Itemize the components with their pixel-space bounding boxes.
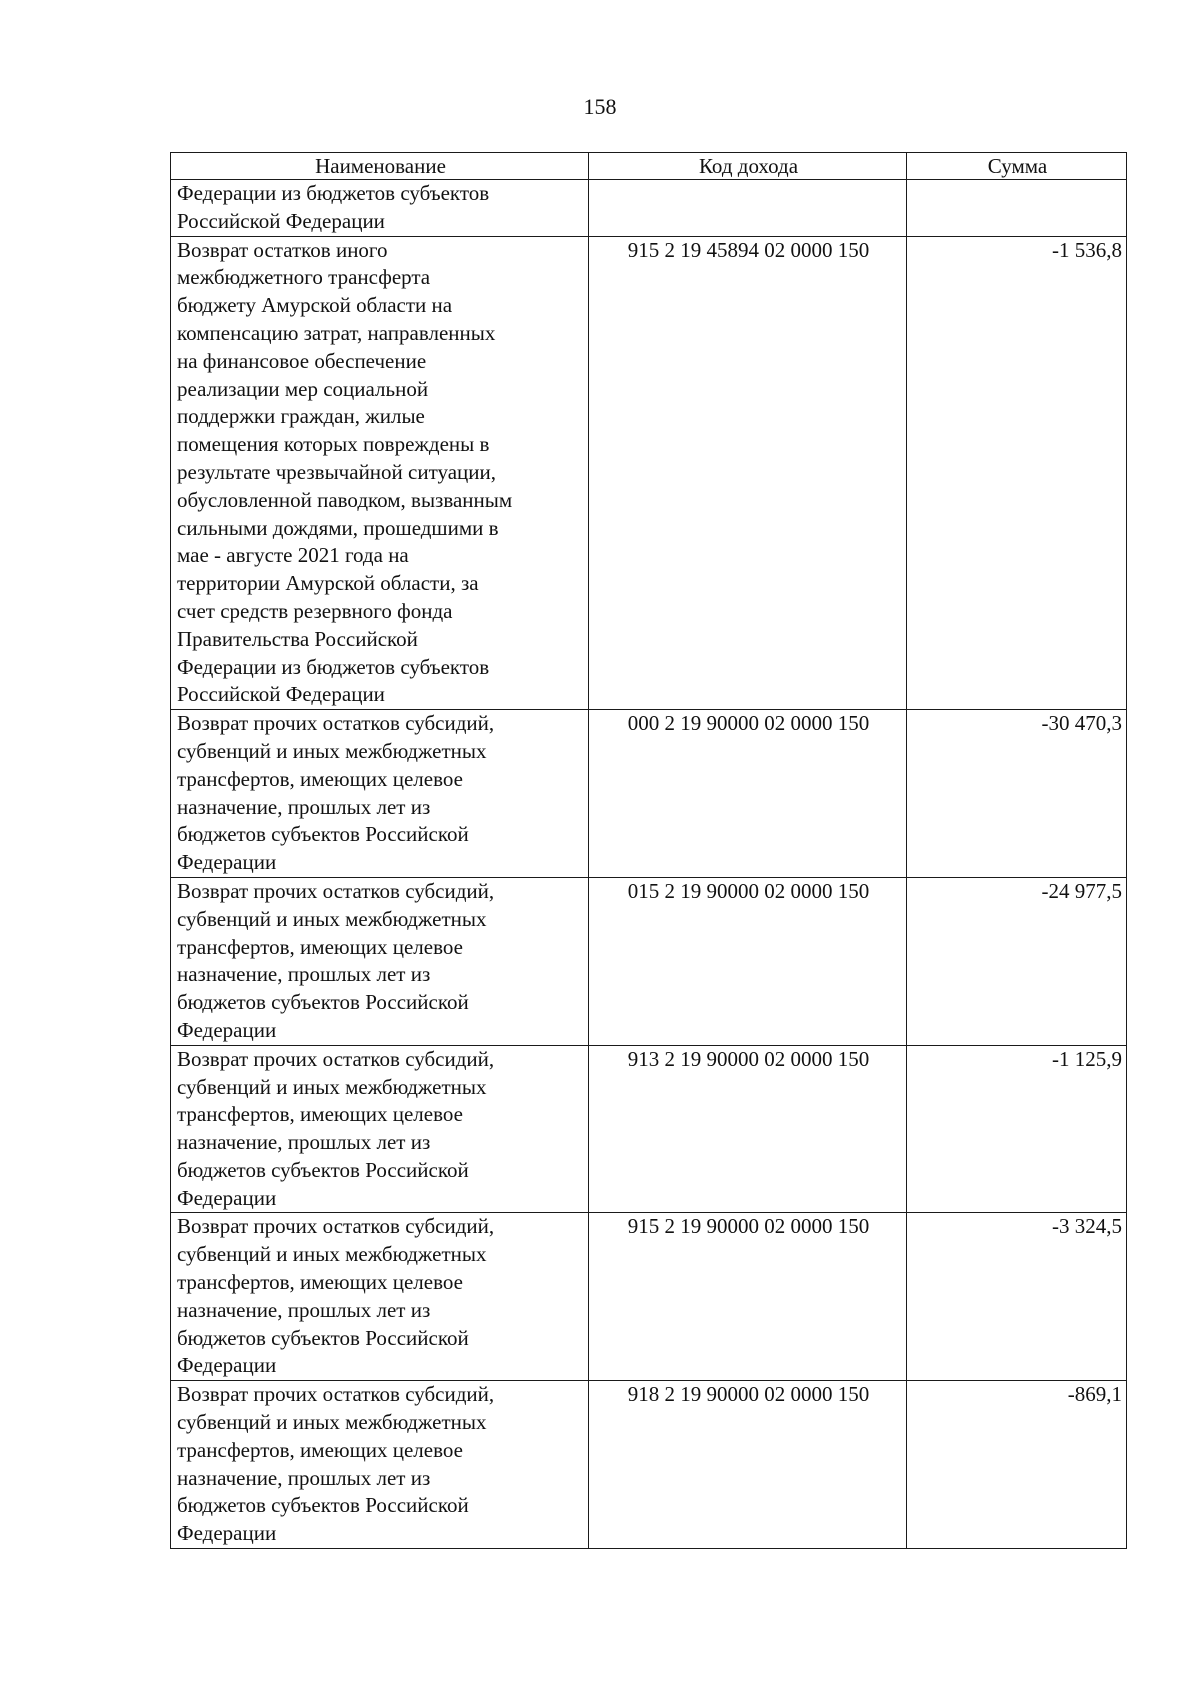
row-code [589,180,907,237]
row-code: 918 2 19 90000 02 0000 150 [589,1381,907,1549]
row-name: Возврат прочих остатков субсидий, субвенций и иных межбюджетных трансфертов, имеющих целевое назначение, прошлых лет из бюджетов субъектов Российской Федерации [171,1045,589,1213]
row-name: Возврат остатков иного межбюджетного трансферта бюджету Амурской области на компенсацию затрат, направленных на финансовое обеспечение реализации мер социальной поддержки граждан, жилые помещения которых повреждены в результате чрезвычайной ситуации, обусловленной паводком, вызванным сильными дождями, прошедшими в мае - августе 2021 года на территории Амурской области, за счет средств резервного фонда Правительства Российской Федерации из бюджетов субъектов Российской Федерации [171,236,589,710]
row-sum: -1 125,9 [907,1045,1127,1213]
row-code: 915 2 19 45894 02 0000 150 [589,236,907,710]
row-name: Возврат прочих остатков субсидий, субвенций и иных межбюджетных трансфертов, имеющих целевое назначение, прошлых лет из бюджетов субъектов Российской Федерации [171,710,589,878]
row-name: Возврат прочих остатков субсидий, субвенций и иных межбюджетных трансфертов, имеющих целевое назначение, прошлых лет из бюджетов субъектов Российской Федерации [171,877,589,1045]
table-row [171,1381,1127,1549]
table-header-row [171,153,1127,180]
budget-table [170,152,1127,1549]
row-name: Возврат прочих остатков субсидий, субвенций и иных межбюджетных трансфертов, имеющих целевое назначение, прошлых лет из бюджетов субъектов Российской Федерации [171,1213,589,1381]
row-code: 015 2 19 90000 02 0000 150 [589,877,907,1045]
table-row [171,1213,1127,1381]
row-sum: -3 324,5 [907,1213,1127,1381]
header-code: Код дохода [589,153,907,180]
row-sum: -24 977,5 [907,877,1127,1045]
row-sum [907,180,1127,237]
row-code: 915 2 19 90000 02 0000 150 [589,1213,907,1381]
header-name: Наименование [171,153,589,180]
row-name: Федерации из бюджетов субъектов Российской Федерации [171,180,589,237]
row-name: Возврат прочих остатков субсидий, субвенций и иных межбюджетных трансфертов, имеющих целевое назначение, прошлых лет из бюджетов субъектов Российской Федерации [171,1381,589,1549]
table-row [171,877,1127,1045]
row-sum: -30 470,3 [907,710,1127,878]
table-row [171,1045,1127,1213]
table-row [171,710,1127,878]
header-sum: Сумма [907,153,1127,180]
row-sum: -1 536,8 [907,236,1127,710]
page-number: 158 [583,94,617,119]
row-code: 000 2 19 90000 02 0000 150 [589,710,907,878]
row-sum: -869,1 [907,1381,1127,1549]
table-row [171,236,1127,710]
row-code: 913 2 19 90000 02 0000 150 [589,1045,907,1213]
table-row [171,180,1127,237]
